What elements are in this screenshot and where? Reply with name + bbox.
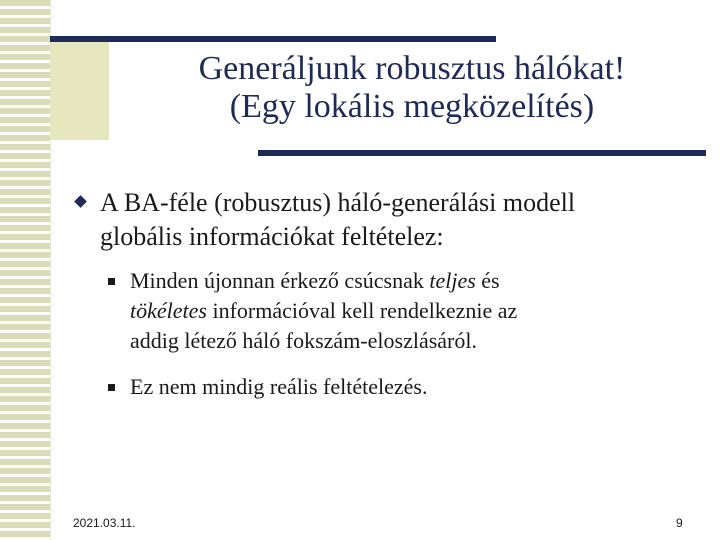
slide-title (112, 50, 712, 126)
square-bullet-icon (108, 278, 115, 285)
main-bullet (76, 186, 706, 254)
main-bullet-line2: globális információkat feltételez: (100, 222, 444, 251)
sub-bullet-1-line1 (130, 266, 668, 296)
title-rule-bottom (258, 150, 706, 156)
slide-title-line2: (Egy lokális megközelítés) (229, 88, 595, 125)
main-bullet-line1: A BA-féle (robusztus) háló-generálási modell (100, 188, 576, 217)
sub-bullet-1-line3: addig létező háló fokszám-eloszlásáról. (130, 328, 477, 353)
sub-bullet-2-text: Ez nem mindig reális feltételezés. (130, 374, 428, 399)
sub-bullet-1-italic-tokeletes: tökéletes (130, 298, 207, 323)
sub-bullet-1-text: információval kell rendelkeznie az (206, 298, 518, 323)
diamond-bullet-icon (74, 195, 87, 208)
title-rule-top (50, 36, 496, 42)
sub-bullet-1 (108, 266, 668, 356)
sub-bullet-2 (108, 372, 668, 402)
sub-bullet-1-italic-teljes: teljes (429, 268, 476, 293)
square-bullet-icon (108, 384, 115, 391)
sub-bullet-1-text: Minden újonnan érkező csúcsnak (130, 268, 430, 293)
decorative-stripe-bar (0, 0, 51, 540)
slide-title-line1: Generáljunk robusztus hálókat! (198, 50, 626, 87)
sub-bullet-1-line2 (130, 296, 668, 326)
footer-date: 2021.03.11. (73, 516, 136, 530)
sub-bullet-1-text: és (475, 268, 500, 293)
title-accent-box (50, 40, 109, 140)
page-number: 9 (676, 516, 683, 530)
